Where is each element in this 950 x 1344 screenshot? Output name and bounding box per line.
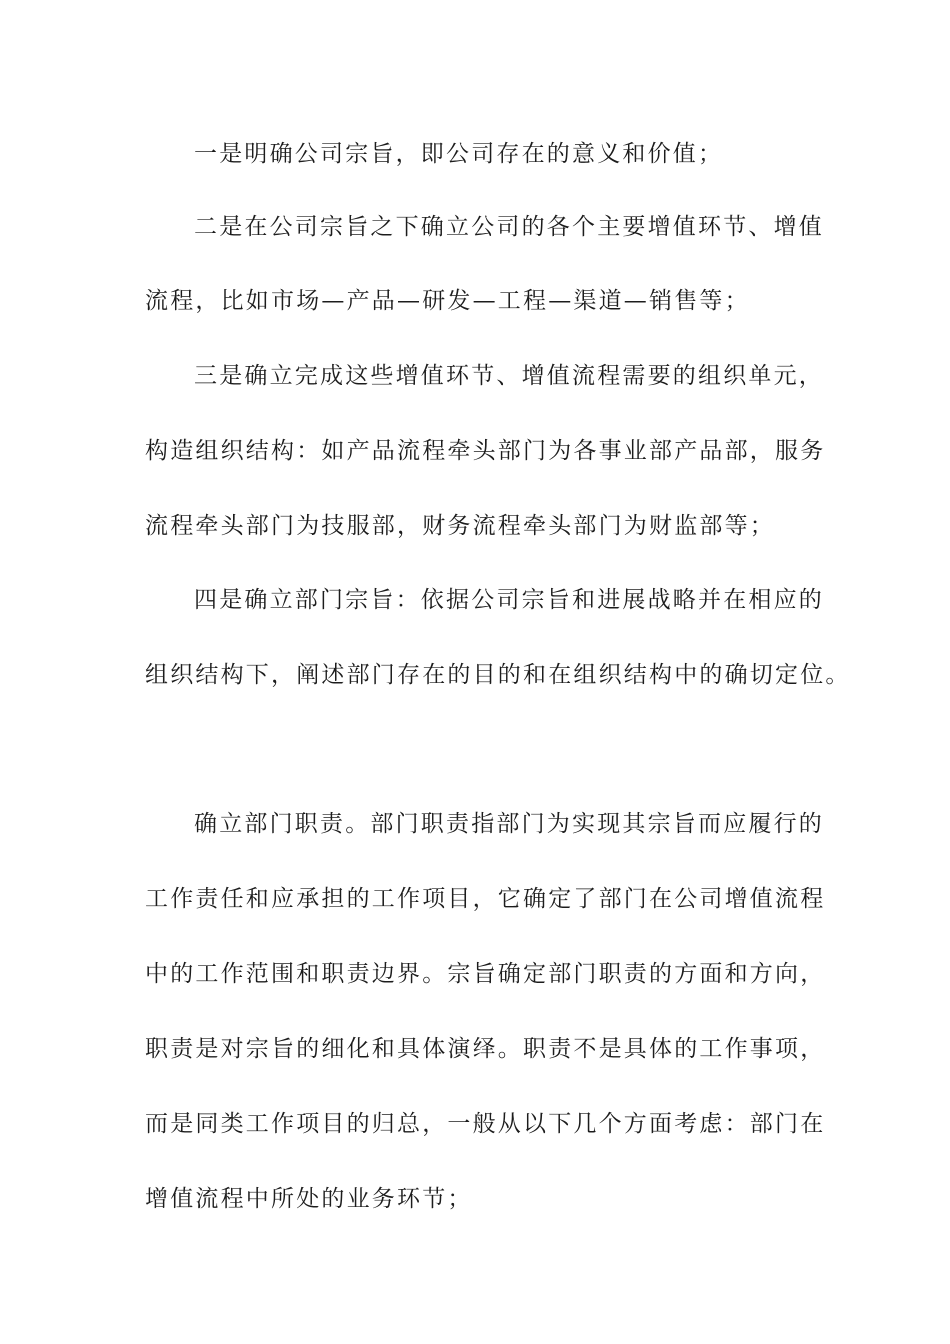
paragraph-line: 流程牵头部门为技服部，财务流程牵头部门为财监部等；: [145, 513, 775, 539]
paragraph-line: 三是确立完成这些增值环节、增值流程需要的组织单元，: [194, 363, 824, 389]
paragraph-line: 构造组织结构：如产品流程牵头部门为各事业部产品部，服务: [145, 438, 826, 464]
paragraph-line: 确立部门职责。部门职责指部门为实现其宗旨而应履行的: [194, 811, 824, 837]
paragraph-line: 中的工作范围和职责边界。宗旨确定部门职责的方面和方向，: [145, 961, 826, 987]
paragraph-line: 而是同类工作项目的归总，一般从以下几个方面考虑：部门在: [145, 1111, 826, 1137]
paragraph-line: 二是在公司宗旨之下确立公司的各个主要增值环节、增值: [194, 214, 824, 240]
paragraph-line: 一是明确公司宗旨，即公司存在的意义和价值；: [194, 141, 724, 167]
paragraph-line: 工作责任和应承担的工作项目，它确定了部门在公司增值流程: [145, 886, 826, 912]
paragraph-line: 职责是对宗旨的细化和具体演绎。职责不是具体的工作事项，: [145, 1036, 826, 1062]
paragraph-line: 流程，比如市场—产品—研发—工程—渠道—销售等；: [145, 288, 750, 314]
paragraph-line: 增值流程中所处的业务环节；: [145, 1186, 473, 1212]
paragraph-line: 四是确立部门宗旨：依据公司宗旨和进展战略并在相应的: [194, 587, 824, 613]
paragraph-line: 组织结构下，阐述部门存在的目的和在组织结构中的确切定位。: [145, 662, 851, 688]
